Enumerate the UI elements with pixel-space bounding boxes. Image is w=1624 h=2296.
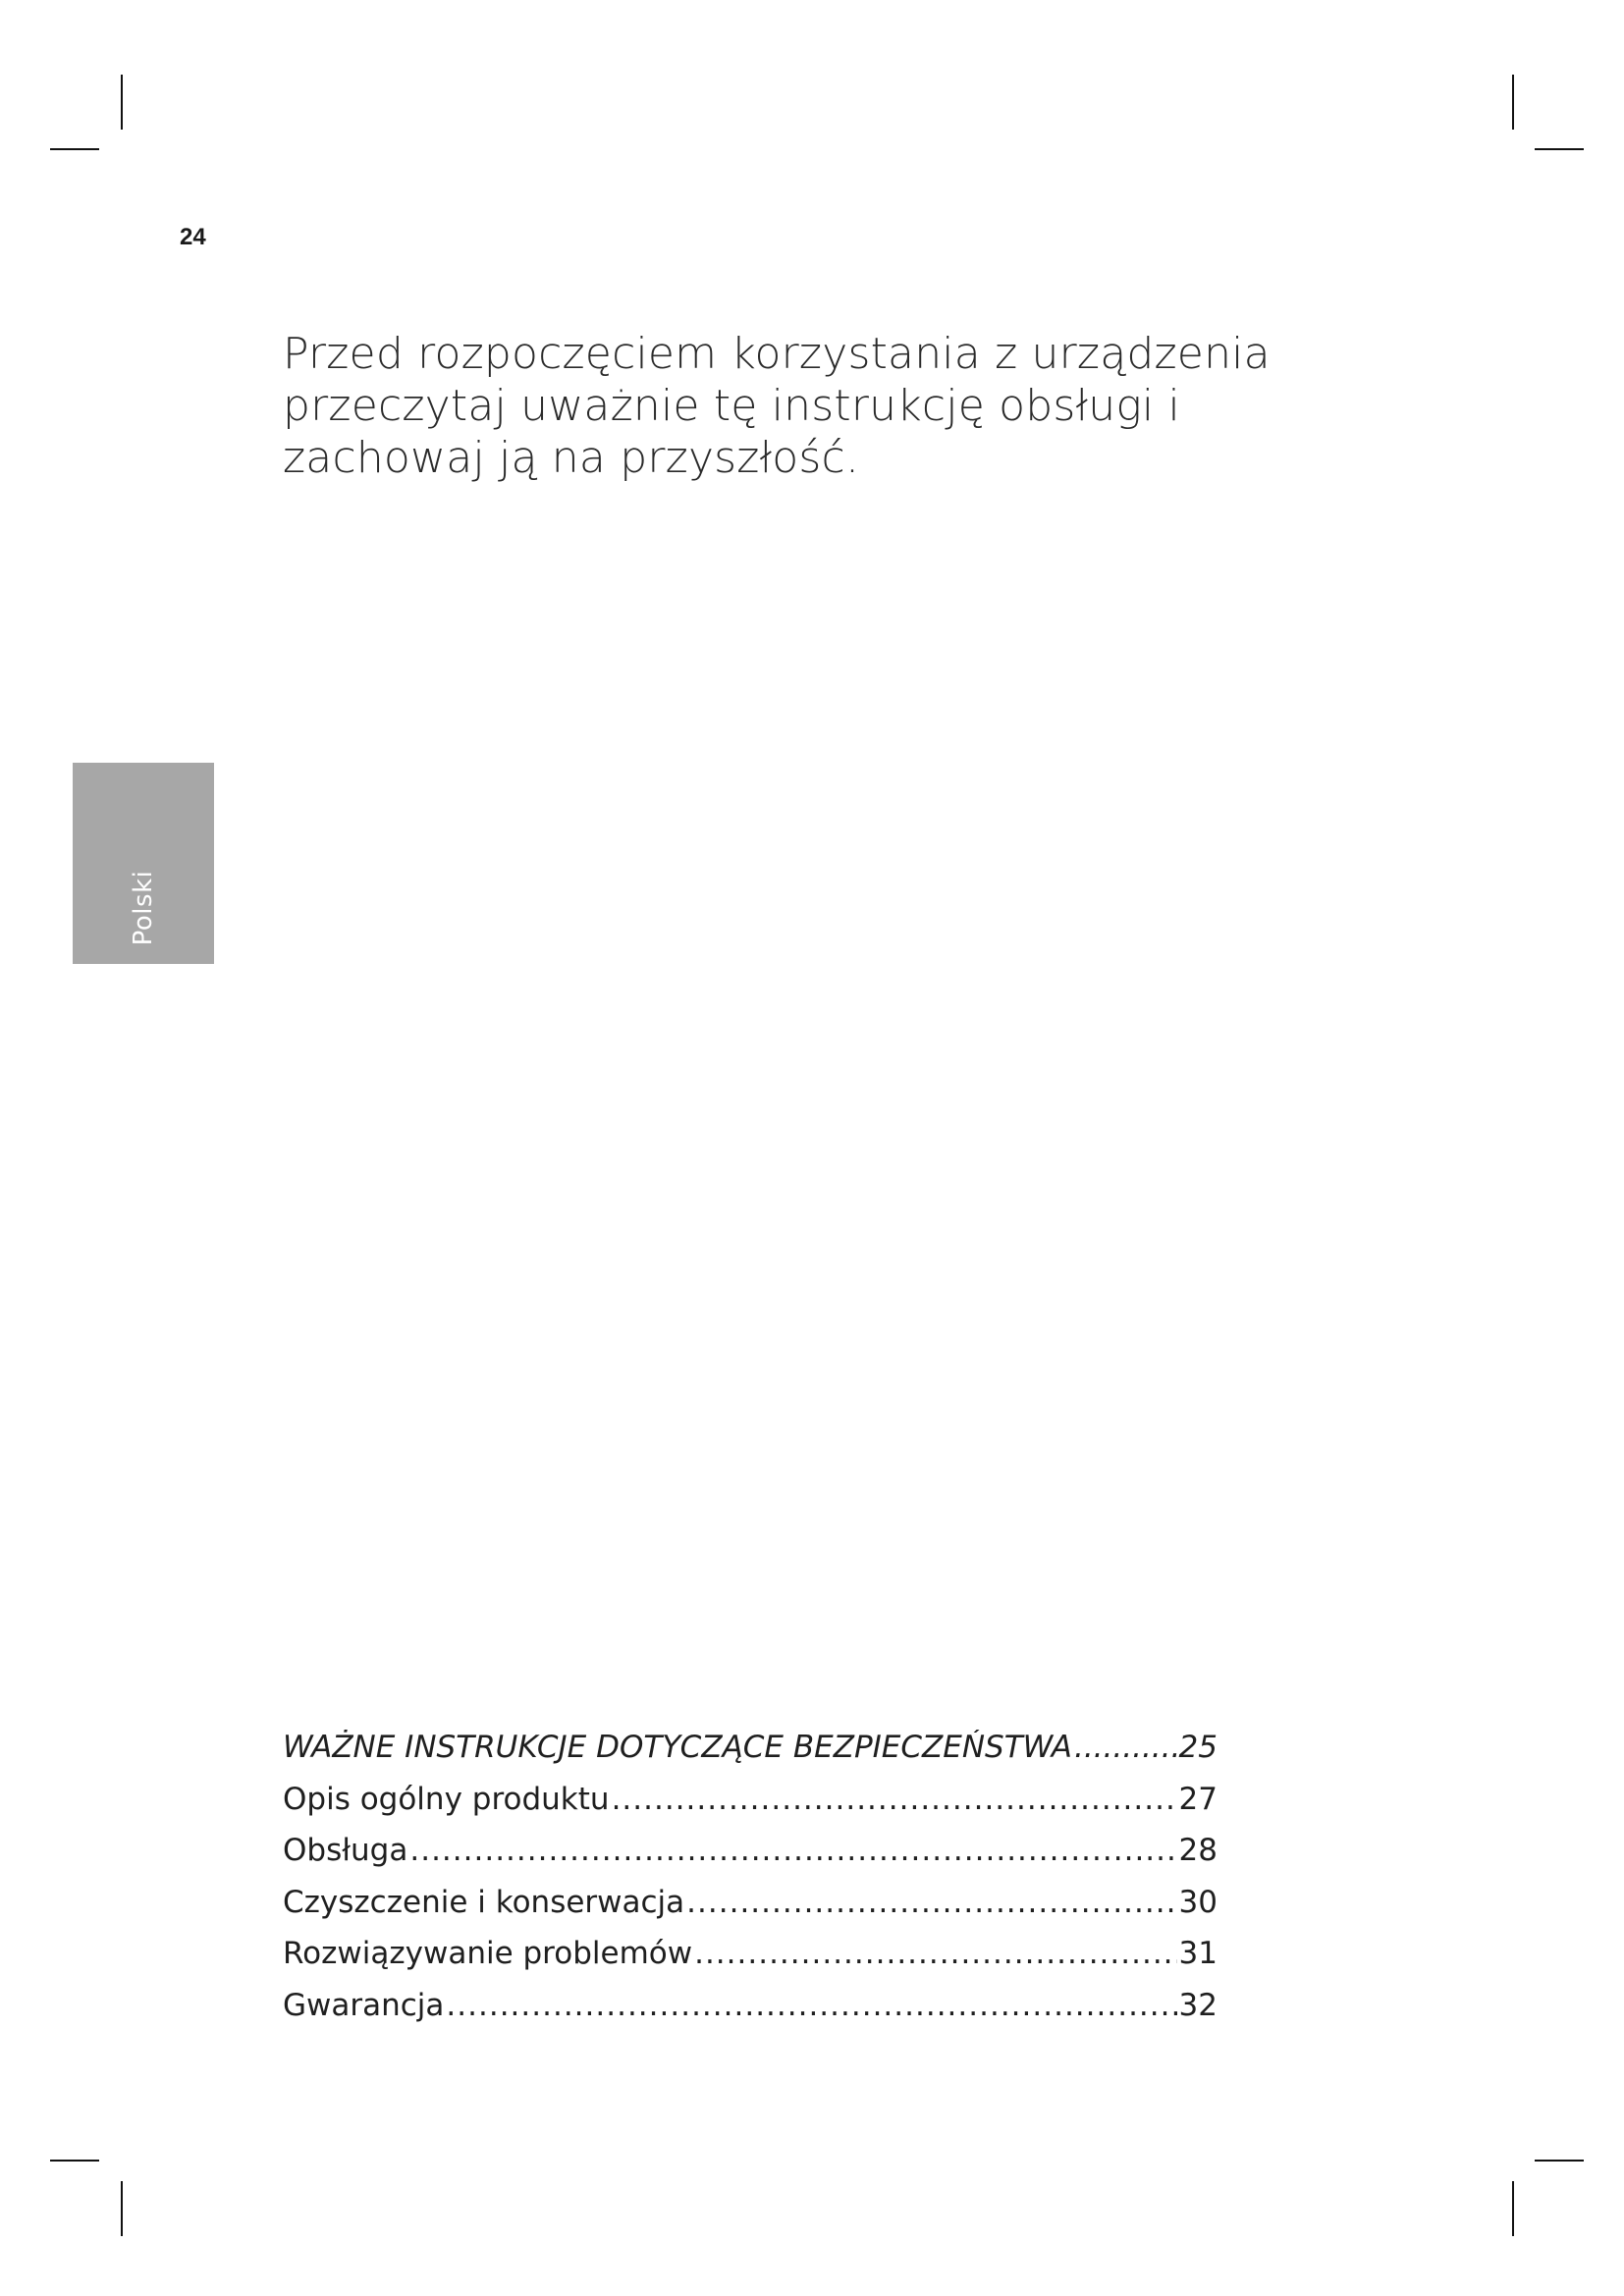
toc-leader-dots <box>446 1988 1176 2023</box>
crop-mark-bottom-right-vertical <box>1512 2181 1514 2236</box>
crop-mark-bottom-left-vertical <box>121 2181 123 2236</box>
intro-line: przeczytaj uważnie tę instrukcję obsługi i <box>283 381 1180 431</box>
toc-leader-dots <box>694 1936 1176 1971</box>
toc-entry-operation[interactable] <box>283 1833 1218 1885</box>
toc-entry-warranty[interactable] <box>283 1988 1218 2040</box>
toc-entry-troubleshooting[interactable] <box>283 1936 1218 1988</box>
toc-entry-cleaning[interactable] <box>283 1885 1218 1937</box>
toc-entry-title: Obsługa <box>283 1833 408 1868</box>
toc-leader-dots <box>409 1833 1176 1868</box>
toc-entry-page: 30 <box>1178 1884 1218 1920</box>
crop-mark-bottom-right-horizontal <box>1535 2160 1584 2162</box>
toc-entry-title: Czyszczenie i konserwacja <box>283 1884 685 1920</box>
crop-mark-bottom-left-horizontal <box>50 2160 99 2162</box>
crop-mark-top-right-vertical <box>1512 75 1514 130</box>
toc-entry-title: WAŻNE INSTRUKCJE DOTYCZĄCE BEZPIECZEŃSTWA <box>283 1730 1072 1765</box>
toc-entry-page: 27 <box>1178 1781 1218 1817</box>
toc-leader-dots <box>1074 1730 1177 1765</box>
toc-entry-title: Rozwiązywanie problemów <box>283 1936 693 1971</box>
toc-entry-title: Opis ogólny produktu <box>283 1781 610 1817</box>
toc-entry-page: 32 <box>1178 1987 1218 2023</box>
toc-entry-product-description[interactable] <box>283 1782 1218 1834</box>
toc-leader-dots <box>612 1782 1177 1817</box>
toc-entry-page: 28 <box>1178 1833 1218 1868</box>
intro-line: zachowaj ją na przyszłość. <box>283 433 860 483</box>
toc-entry-safety[interactable] <box>283 1730 1218 1782</box>
crop-mark-top-right-horizontal <box>1535 148 1584 150</box>
toc-leader-dots <box>686 1885 1176 1920</box>
crop-mark-top-left-horizontal <box>50 148 99 150</box>
language-tab-label: Polski <box>129 870 158 946</box>
page-number: 24 <box>180 224 206 250</box>
table-of-contents <box>283 1730 1218 2039</box>
intro-line: Przed rozpoczęciem korzystania z urządzenia <box>283 329 1271 379</box>
intro-text <box>283 328 1271 484</box>
toc-entry-title: Gwarancja <box>283 1987 445 2023</box>
crop-mark-top-left-vertical <box>121 75 123 130</box>
toc-entry-page: 25 <box>1178 1730 1218 1765</box>
language-tab <box>73 763 214 964</box>
toc-entry-page: 31 <box>1178 1936 1218 1971</box>
